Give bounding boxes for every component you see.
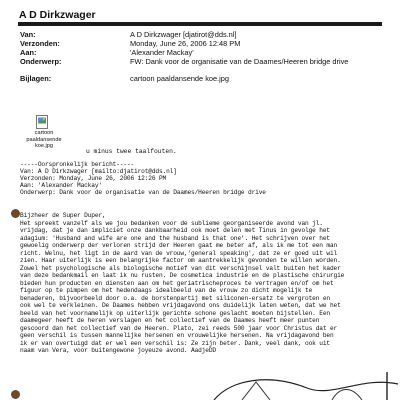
body-line: gescoord dan het collectief van de Heeren. Plato, zei reeds 500 jaar voor Christus dat er: [20, 324, 338, 332]
body-line: figuur op te pimpen om het hedendaags idealbeeld van de vrouw zo dicht mogelijk te: [20, 287, 313, 294]
header-from-value: A D Dirkzwager [djatirot@dds.nl]: [130, 30, 237, 39]
original-from: Van: A D Dirkzwager [mailto:djatirot@dds.nl]: [20, 168, 177, 175]
body-line: beeld van het voornamelijk op uiterlijk gerichte schone geslacht moeten bijstellen. Een: [20, 309, 330, 317]
body-line: daamegeer heeft de heren verslagen en het collectief van de Daames heeft meer punten: [20, 317, 320, 324]
header-to-value: 'Alexander Mackay': [130, 48, 194, 57]
header-attachments-value[interactable]: cartoon paaldansende koe.jpg: [130, 74, 230, 83]
header-from-label: Van:: [20, 30, 36, 39]
body-line: naam van Vera, voor buitengewone joyeuze avond. AadjeDD: [20, 347, 216, 354]
header-sent-value: Monday, June 26, 2006 12:48 PM: [130, 39, 241, 48]
body-line: gewoelig onderwerp der verloren strijd der Heeren gaat me beter af, als ik me tot een man: [20, 242, 338, 249]
original-to: Aan: 'Alexander Mackay': [20, 182, 102, 189]
punch-hole: [11, 390, 20, 399]
cartoon-image: [212, 370, 400, 400]
body-line: bieden hun producten en diensten aan om het geriatrischeproces te vertragen en/of om het: [20, 279, 334, 287]
header-to-label: Aan:: [20, 48, 37, 57]
header-subject-value: FW: Dank voor de organisatie van de Daames/Heeren bridge drive: [130, 57, 349, 66]
body-line: richt. Welnu, het ligt in de aard van de vrouw,'general speaking', dat ze er goed uit wil: [20, 249, 338, 257]
body-line: Zowel het psychologische als biologische motief van dit verschijnsel valt buiten het kader: [20, 264, 341, 272]
image-file-icon[interactable]: [36, 115, 48, 129]
handwritten-note: u minus twee taalfouten.: [86, 148, 177, 155]
sender-name: A D Dirkzwager: [19, 9, 96, 21]
attachment-filename[interactable]: [19, 130, 69, 150]
original-sent: Verzonden: Monday, June 26, 2006 12:26 PM: [20, 175, 167, 182]
body-line: ook wel te verkleinen. De Daames hebben vrijdagavond ons duidelijk laten weten, dat we het: [20, 302, 341, 309]
header-sent-label: Verzonden:: [20, 39, 60, 48]
body-line: geen verschil is tussen mannelijke hersenen en vrouwelijke hersenen. Na vrijdagavond ben: [20, 332, 334, 339]
punch-hole: [11, 209, 20, 218]
header-attachments-label: Bijlagen:: [20, 74, 52, 83]
body-line: ik er van overtuigd dat er wel een verschil is: Ze zijn beter. Dank, veel dank, ook uit: [20, 339, 330, 347]
header-subject-label: Onderwerp:: [20, 57, 62, 66]
body-line: van deze bedankmail en laat ik nu rusten. De cosmetica industrie en de plastische chirurgie: [20, 272, 345, 279]
body-line: zien. Haar uiterlijk is een belangrijke factor om aantrekkelijk gevonden te willen worden.: [20, 257, 341, 264]
body-line: benaderen, bijvoorbeeld door o.a. de borstenpartij met siliconen-ersatz te vergroten en: [20, 294, 330, 302]
original-divider: -----Oorspronkelijk bericht-----: [20, 161, 135, 168]
body-line: adagium: 'Husband and wife are one and the husband is that one'. Het schrijven over het: [20, 234, 330, 242]
original-subject: Onderwerp: Dank voor de organisatie van de Daames/Heeren bridge drive: [20, 189, 266, 196]
body-line: Bijzheer de Super Duper,: [20, 212, 106, 219]
header-rule: [18, 22, 382, 26]
body-line: Het spreekt vanzelf als we jou bedanken voor de sublieme georganiseerde avond van jl.: [20, 219, 323, 227]
attachment-filename-text: cartoon paaldansende koe.jpg: [26, 130, 62, 149]
body-line: vrijdag, dat je dan impliciet onze dankbaarheid ook moet delen met Tinus in gevolge het: [20, 227, 330, 234]
